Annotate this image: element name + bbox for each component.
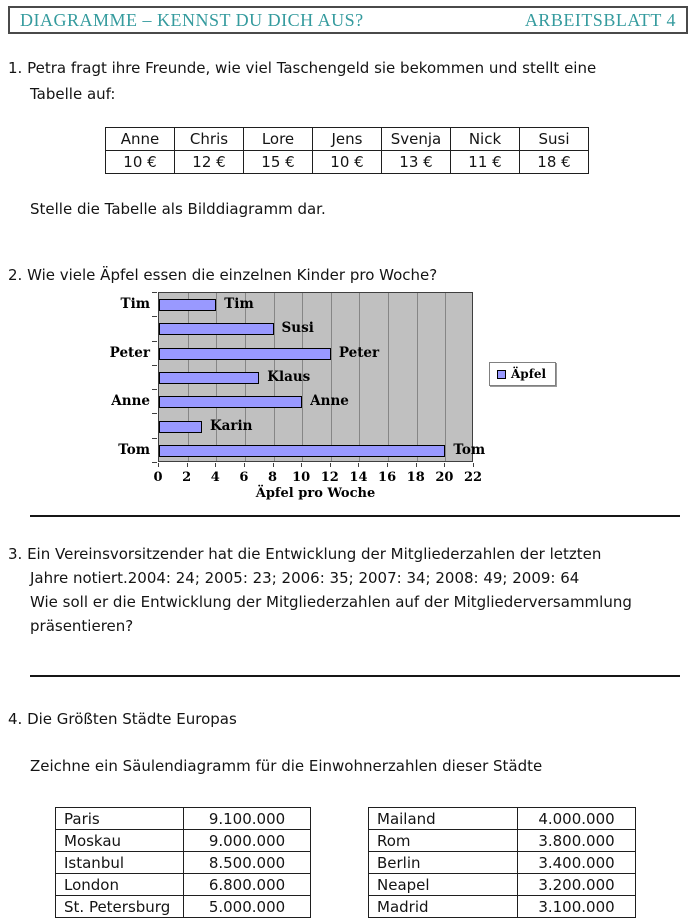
y-axis-label-tom: Tom [118, 441, 150, 458]
bar-klaus [159, 372, 259, 384]
gridline [359, 293, 360, 461]
chart-y-labels [96, 290, 150, 466]
city-table-row [369, 896, 636, 918]
city-population-cell: 8.500.000 [184, 852, 311, 874]
city-table-right [368, 807, 636, 918]
q3-text-line4: präsentieren? [30, 617, 134, 635]
gridline [445, 293, 446, 461]
city-table-row [56, 852, 311, 874]
money-name-cell: Susi [520, 128, 589, 151]
city-population-cell: 5.000.000 [184, 896, 311, 918]
legend-swatch-icon [497, 370, 506, 379]
y-tick-mark [152, 462, 157, 463]
x-tick-mark [387, 463, 388, 467]
x-tick-label: 12 [320, 470, 339, 485]
city-population-cell: 3.100.000 [518, 896, 636, 918]
city-table-row [56, 896, 311, 918]
city-table-left [55, 807, 311, 918]
x-tick-label: 4 [210, 470, 220, 485]
q1-text-line2: Tabelle auf: [30, 85, 116, 103]
money-name-cell: Lore [244, 128, 313, 151]
chart-legend [489, 362, 556, 386]
city-population-cell: 9.100.000 [184, 808, 311, 830]
city-table-left-body [56, 808, 311, 918]
x-tick-mark [301, 463, 302, 467]
bar-label-tom: Tom [453, 441, 486, 458]
worksheet-header [8, 6, 688, 34]
x-tick-mark [416, 463, 417, 467]
y-tick-mark [152, 292, 157, 293]
city-name-cell: Berlin [369, 852, 518, 874]
bar-label-peter: Peter [338, 344, 380, 361]
bar-susi [159, 323, 274, 335]
worksheet-number: ARBEITSBLATT 4 [524, 9, 676, 30]
x-tick-mark [244, 463, 245, 467]
q1-text-line1: 1. Petra fragt ihre Freunde, wie viel Taschengeld sie bekommen und stellt eine [8, 59, 597, 77]
x-tick-label: 20 [435, 470, 454, 485]
q3-text-line1: 3. Ein Vereinsvorsitzender hat die Entwicklung der Mitgliederzahlen der letzten [8, 545, 602, 563]
city-table-row [56, 874, 311, 896]
money-name-cell: Svenja [382, 128, 451, 151]
money-amount-cell: 10 € [106, 151, 175, 174]
bar-label-klaus: Klaus [267, 369, 311, 385]
x-tick-label: 16 [378, 470, 397, 485]
city-table-row [369, 808, 636, 830]
y-axis-label-tim: Tim [120, 296, 150, 313]
bar-label-karin: Karin [209, 417, 253, 434]
city-name-cell: Madrid [369, 896, 518, 918]
city-table-row [56, 808, 311, 830]
x-tick-mark [330, 463, 331, 467]
x-tick-label: 0 [153, 470, 163, 485]
city-table-row [56, 830, 311, 852]
answer-line-2 [30, 665, 680, 677]
y-axis-label-anne: Anne [111, 393, 150, 410]
y-tick-mark [152, 413, 157, 414]
gridline [417, 293, 418, 461]
x-tick-mark [158, 463, 159, 467]
money-amount-cell: 18 € [520, 151, 589, 174]
x-tick-mark [273, 463, 274, 467]
city-name-cell: St. Petersburg [56, 896, 184, 918]
money-amount-cell: 12 € [175, 151, 244, 174]
x-tick-mark [473, 463, 474, 467]
bar-tim [159, 299, 216, 311]
city-population-cell: 3.800.000 [518, 830, 636, 852]
x-tick-mark [215, 463, 216, 467]
city-name-cell: Paris [56, 808, 184, 830]
money-name-cell: Anne [106, 128, 175, 151]
gridline [388, 293, 389, 461]
city-table-row [369, 874, 636, 896]
q4-instruction: Zeichne ein Säulendiagramm für die Einwohnerzahlen dieser Städte [30, 757, 543, 775]
answer-line-1 [30, 505, 680, 517]
city-population-cell: 9.000.000 [184, 830, 311, 852]
money-amount-cell: 15 € [244, 151, 313, 174]
money-table-value-row [106, 151, 589, 174]
q3-text-line3: Wie soll er die Entwicklung der Mitgliederzahlen auf der Mitgliederversammlung [30, 593, 632, 611]
y-tick-mark [152, 316, 157, 317]
gridline [331, 293, 332, 461]
legend-label: Äpfel [511, 367, 547, 381]
money-name-cell: Nick [451, 128, 520, 151]
bar-label-tim: Tim [224, 296, 254, 313]
x-tick-mark [187, 463, 188, 467]
bar-label-anne: Anne [310, 393, 349, 410]
y-axis-label-peter: Peter [109, 344, 150, 361]
city-name-cell: Moskau [56, 830, 184, 852]
city-population-cell: 4.000.000 [518, 808, 636, 830]
q1-instruction: Stelle die Tabelle als Bilddiagramm dar. [30, 200, 326, 218]
x-tick-label: 8 [268, 470, 278, 485]
city-population-cell: 3.200.000 [518, 874, 636, 896]
city-population-cell: 3.400.000 [518, 852, 636, 874]
q4-heading: 4. Die Größten Städte Europas [8, 710, 237, 728]
city-name-cell: London [56, 874, 184, 896]
y-tick-mark [152, 438, 157, 439]
x-tick-label: 14 [349, 470, 368, 485]
chart-plot-area [158, 292, 473, 462]
money-name-cell: Chris [175, 128, 244, 151]
y-tick-mark [152, 341, 157, 342]
bar-tom [159, 445, 445, 457]
city-name-cell: Mailand [369, 808, 518, 830]
x-tick-label: 22 [463, 470, 483, 485]
city-population-cell: 6.800.000 [184, 874, 311, 896]
money-name-cell: Jens [313, 128, 382, 151]
bar-peter [159, 348, 331, 360]
city-table-row [369, 852, 636, 874]
q2-heading: 2. Wie viele Äpfel essen die einzelnen Kinder pro Woche? [8, 266, 438, 284]
pocket-money-table [105, 127, 589, 174]
q3-text-line2: Jahre notiert.2004: 24; 2005: 23; 2006: 35; 2007: 34; 2008: 49; 2009: 64 [30, 569, 580, 587]
bar-karin [159, 421, 202, 433]
bar-anne [159, 396, 302, 408]
x-tick-label: 10 [292, 470, 311, 485]
money-amount-cell: 13 € [382, 151, 451, 174]
city-name-cell: Istanbul [56, 852, 184, 874]
x-tick-mark [358, 463, 359, 467]
money-amount-cell: 10 € [313, 151, 382, 174]
worksheet-title: DIAGRAMME – KENNST DU DICH AUS? [20, 9, 364, 30]
city-name-cell: Rom [369, 830, 518, 852]
x-tick-label: 18 [406, 470, 425, 485]
x-tick-mark [444, 463, 445, 467]
city-table-row [369, 830, 636, 852]
x-tick-label: 2 [182, 470, 192, 485]
y-tick-mark [152, 389, 157, 390]
x-tick-label: 6 [239, 470, 249, 485]
money-table-header-row [106, 128, 589, 151]
city-name-cell: Neapel [369, 874, 518, 896]
money-amount-cell: 11 € [451, 151, 520, 174]
city-table-right-body [369, 808, 636, 918]
apples-chart [0, 290, 696, 505]
y-tick-mark [152, 365, 157, 366]
bar-label-susi: Susi [281, 320, 314, 337]
x-axis-title: Äpfel pro Woche [255, 486, 376, 501]
